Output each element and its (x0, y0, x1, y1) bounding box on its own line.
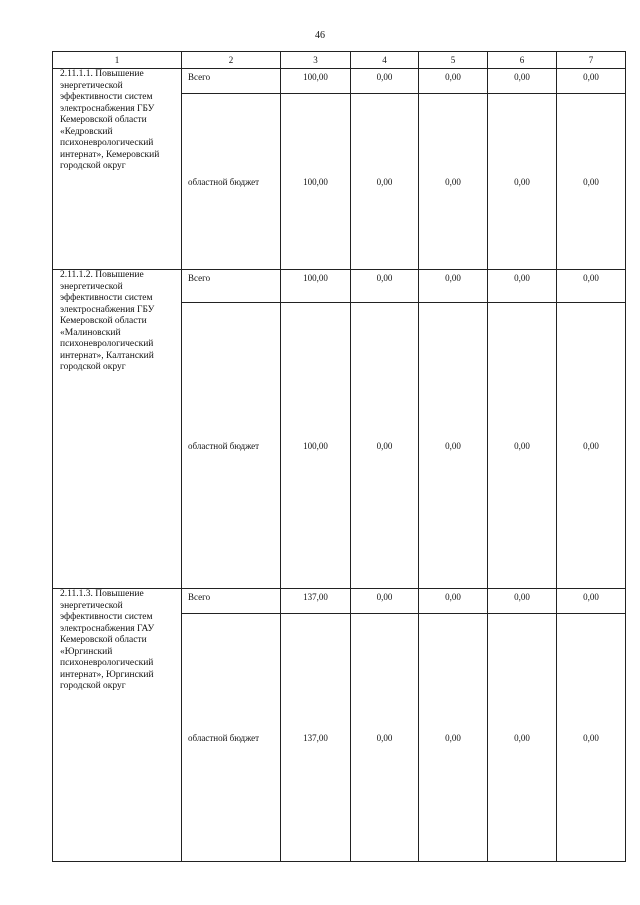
value-cell: 100,00 (281, 69, 351, 94)
column-header: 2 (182, 52, 281, 69)
funding-source: областной бюджет (182, 94, 281, 270)
column-header: 7 (557, 52, 626, 69)
value-cell: 0,00 (488, 94, 557, 270)
value-cell: 0,00 (419, 303, 488, 589)
value-cell: 0,00 (419, 589, 488, 614)
value-cell: 0,00 (557, 614, 626, 862)
measure-label: 2.11.1.2. Повышение энергетической эффективности систем электроснабжения ГБУ Кемеровской области «Малиновский психоневрологический интернат», Калтанский городской округ (53, 270, 182, 589)
column-header: 4 (351, 52, 419, 69)
value-cell: 0,00 (351, 614, 419, 862)
budget-table (52, 51, 626, 862)
value-cell: 137,00 (281, 614, 351, 862)
value-cell: 0,00 (557, 303, 626, 589)
column-header: 5 (419, 52, 488, 69)
funding-source: Всего (182, 69, 281, 94)
value-cell: 100,00 (281, 94, 351, 270)
value-cell: 100,00 (281, 270, 351, 303)
value-cell: 0,00 (557, 270, 626, 303)
table-row-total (53, 270, 626, 303)
value-cell: 0,00 (488, 69, 557, 94)
value-cell: 0,00 (351, 94, 419, 270)
column-header: 6 (488, 52, 557, 69)
value-cell: 0,00 (419, 94, 488, 270)
value-cell: 0,00 (351, 69, 419, 94)
value-cell: 0,00 (351, 589, 419, 614)
value-cell: 0,00 (557, 69, 626, 94)
funding-source: Всего (182, 270, 281, 303)
column-header: 3 (281, 52, 351, 69)
funding-source: областной бюджет (182, 303, 281, 589)
measure-label: 2.11.1.3. Повышение энергетической эффективности систем электроснабжения ГАУ Кемеровской области «Юргинский психоневрологический интернат», Юргинский городской округ (53, 589, 182, 862)
value-cell: 0,00 (488, 589, 557, 614)
value-cell: 0,00 (488, 270, 557, 303)
table-row-total (53, 589, 626, 614)
value-cell: 0,00 (351, 270, 419, 303)
value-cell: 0,00 (419, 614, 488, 862)
measure-label: 2.11.1.1. Повышение энергетической эффективности систем электроснабжения ГБУ Кемеровской области «Кедровский психоневрологический интернат», Кемеровский городской округ (53, 69, 182, 270)
value-cell: 137,00 (281, 589, 351, 614)
value-cell: 0,00 (488, 303, 557, 589)
value-cell: 100,00 (281, 303, 351, 589)
table-row-total (53, 69, 626, 94)
column-number-header (53, 52, 626, 69)
value-cell: 0,00 (351, 303, 419, 589)
funding-source: Всего (182, 589, 281, 614)
value-cell: 0,00 (557, 94, 626, 270)
value-cell: 0,00 (419, 69, 488, 94)
column-header: 1 (53, 52, 182, 69)
page-number: 46 (315, 30, 325, 41)
value-cell: 0,00 (557, 589, 626, 614)
value-cell: 0,00 (488, 614, 557, 862)
funding-source: областной бюджет (182, 614, 281, 862)
value-cell: 0,00 (419, 270, 488, 303)
